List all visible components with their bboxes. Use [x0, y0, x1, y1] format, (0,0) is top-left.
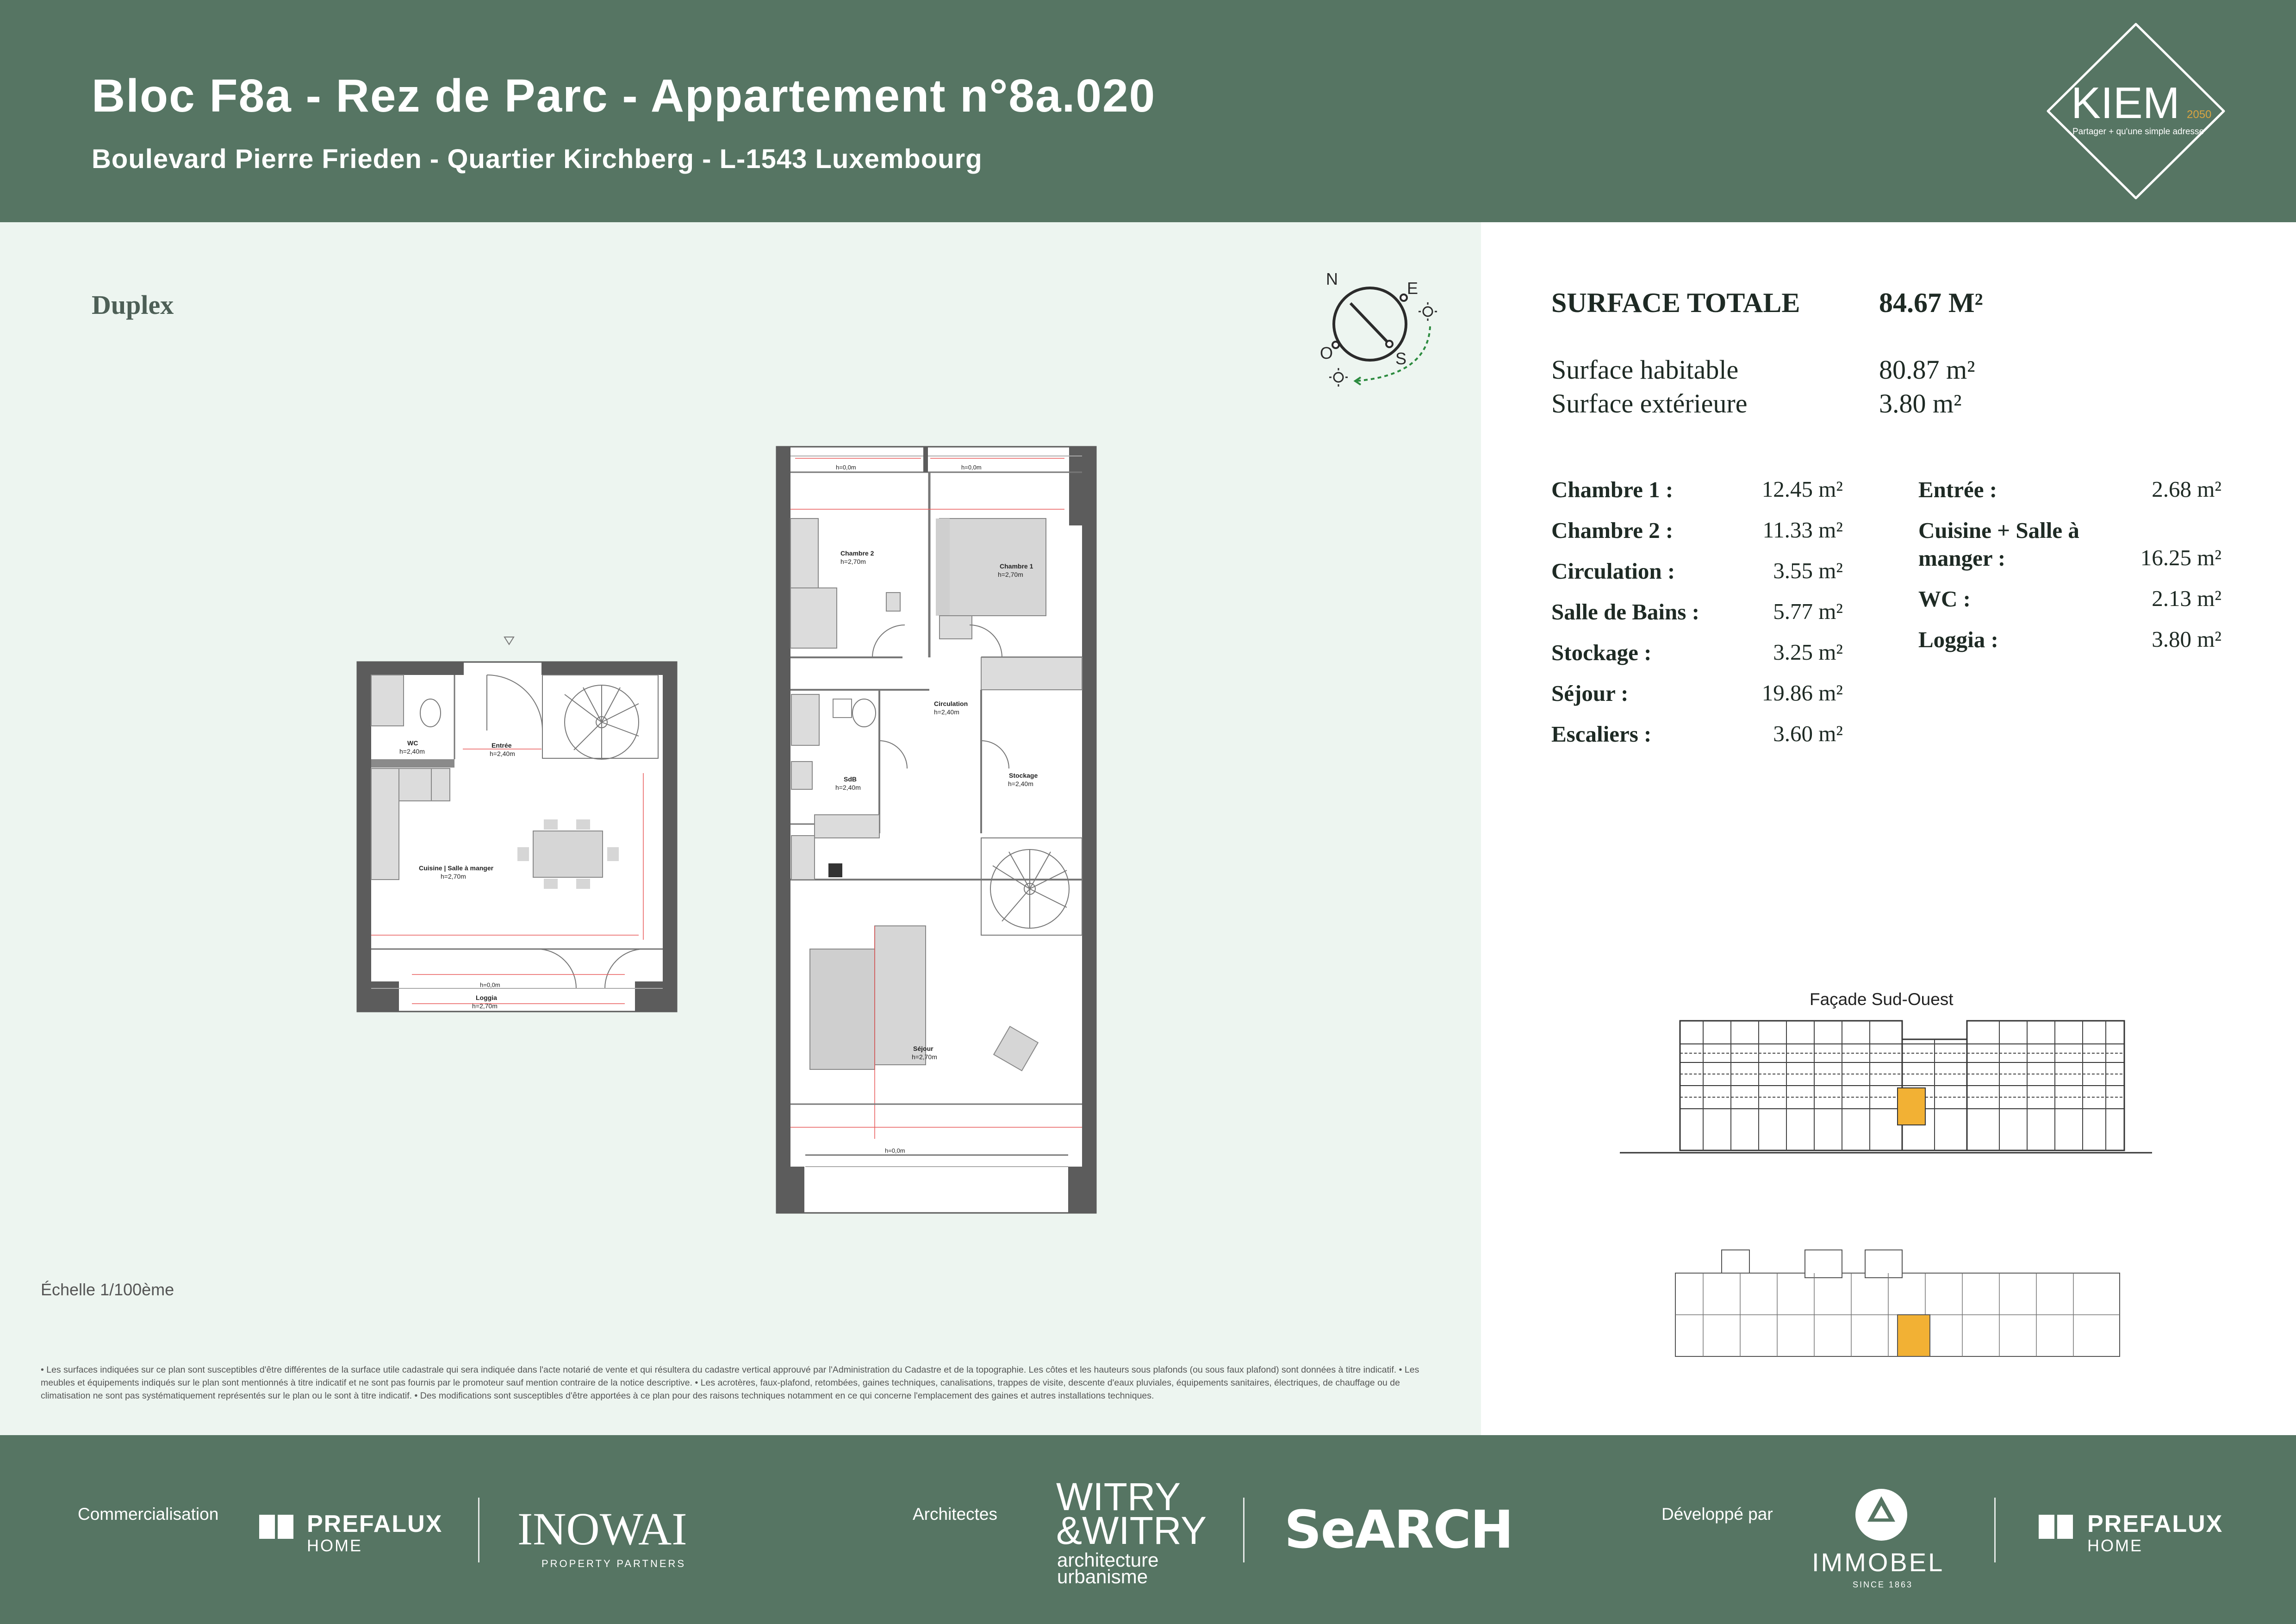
facade-apartment-highlight [1898, 1088, 1925, 1125]
level2-stockage-height: h=2,40m [1008, 780, 1033, 787]
room-value: 11.33 m² [1762, 517, 1843, 543]
level1-loggia-top-height: h=0,0m [480, 981, 500, 988]
level2-top-height-1: h=0,0m [836, 464, 856, 471]
prefalux-logo-mark-icon [2039, 1515, 2073, 1539]
room-label: WC : [1918, 586, 1971, 612]
facade-elevation-drawing [1620, 1012, 2152, 1160]
room-label: Chambre 2 : [1551, 518, 1674, 543]
level2-sejour-label: Séjour [913, 1045, 933, 1052]
room-row [1918, 626, 2221, 667]
room-row [1918, 517, 2221, 585]
immobel-logo-sub: SINCE 1863 [1853, 1580, 1913, 1589]
inowai-logo-name: INOWAI [517, 1503, 687, 1555]
room-value: 3.60 m² [1773, 721, 1843, 746]
level1-entree-height: h=2,40m [490, 750, 515, 757]
surface-habitable-label: Surface habitable [1551, 355, 1739, 385]
surface-exterieure-label: Surface extérieure [1551, 388, 1748, 418]
room-label: Salle de Bains : [1551, 599, 1699, 625]
footer-separator [1243, 1498, 1244, 1562]
room-row [1918, 476, 2221, 517]
room-label: Stockage : [1551, 640, 1652, 665]
room-value: 2.68 m² [2152, 476, 2221, 502]
level1-loggia-height: h=2,70m [472, 1002, 498, 1010]
room-row [1551, 720, 1843, 761]
compass-s: S [1395, 349, 1407, 368]
prefalux-logo-name: PREFALUX [307, 1511, 443, 1537]
level2-circulation-height: h=2,40m [934, 708, 959, 716]
prefalux-logo-sub: HOME [307, 1536, 362, 1555]
room-value: 16.25 m² [2140, 545, 2221, 570]
architectes-label: Architectes [913, 1505, 998, 1524]
surface-habitable-value: 80.87 m² [1879, 355, 1975, 385]
level1-cuisine-label: Cuisine | Salle à manger [419, 864, 494, 872]
level1-cuisine-height: h=2,70m [441, 873, 466, 880]
level2-chambre2-height: h=2,70m [840, 558, 866, 565]
facade-title: Façade Sud-Ouest [1810, 990, 1954, 1009]
footer-band [0, 1435, 2296, 1624]
footer-separator [1994, 1498, 1996, 1562]
level2-stockage-label: Stockage [1009, 772, 1038, 779]
room-row [1551, 680, 1843, 720]
rooms-list-left [1551, 476, 1843, 761]
witry-logo-line3: architecture [1057, 1549, 1159, 1571]
floor-plan-drawing [324, 417, 1157, 1231]
room-label: Séjour : [1551, 681, 1629, 706]
room-value: 5.77 m² [1773, 599, 1843, 624]
room-row [1551, 557, 1843, 598]
level2-sdb-height: h=2,40m [835, 784, 861, 791]
rooms-list-right [1918, 476, 2221, 667]
commercialisation-label: Commercialisation [78, 1505, 219, 1524]
sun-icon-east [1419, 302, 1437, 321]
compass-rose-icon [1314, 266, 1444, 396]
compass-o: O [1320, 344, 1333, 362]
kiem-logo-tagline: Partager + qu'une simple adresse [2072, 127, 2204, 137]
room-label: Entrée : [1918, 477, 1997, 502]
prefalux-logo-name: PREFALUX [2087, 1511, 2223, 1537]
room-label: Loggia : [1918, 627, 1998, 652]
room-row [1551, 598, 1843, 639]
room-label: Circulation : [1551, 558, 1675, 584]
level2-sejour-height: h=2,70m [912, 1053, 937, 1061]
room-label: Chambre 1 : [1551, 477, 1674, 502]
room-value: 3.55 m² [1773, 558, 1843, 583]
search-logo-name: SeARCH [1284, 1500, 1513, 1560]
room-value: 19.86 m² [1761, 680, 1843, 706]
kiem-logo-year: 2050 [2187, 108, 2212, 121]
surface-total-label: SURFACE TOTALE [1551, 287, 1800, 318]
page-subtitle: Boulevard Pierre Frieden - Quartier Kirchberg - L-1543 Luxembourg [92, 144, 983, 174]
room-value: 12.45 m² [1761, 476, 1843, 502]
level1-wc-label: WC [407, 739, 418, 747]
surface-exterieure-value: 3.80 m² [1879, 388, 1962, 418]
plan-type-label: Duplex [92, 290, 174, 320]
prefalux-logo-sub: HOME [2087, 1536, 2143, 1555]
entrance-marker-icon [504, 637, 514, 644]
header-band [0, 0, 2296, 222]
room-label: Escaliers : [1551, 721, 1652, 747]
level2-bottom-height: h=0,0m [885, 1147, 905, 1154]
footer-separator [478, 1498, 479, 1562]
compass-n: N [1326, 269, 1338, 288]
building-plan-drawing [1666, 1245, 2129, 1361]
room-label: Cuisine + Salle à manger : [1918, 518, 2079, 571]
page-title: Bloc F8a - Rez de Parc - Appartement n°8a.020 [92, 70, 1156, 122]
room-row [1551, 476, 1843, 517]
witry-logo-line1: WITRY [1056, 1475, 1181, 1518]
room-value: 2.13 m² [2152, 586, 2221, 611]
level1-plan [357, 637, 677, 1012]
level2-chambre2-label: Chambre 2 [840, 550, 874, 557]
level2-circulation-label: Circulation [934, 700, 968, 707]
immobel-logo-name: IMMOBEL [1812, 1548, 1945, 1577]
plan-disclaimer: • Les surfaces indiquées sur ce plan sont susceptibles d'être différentes de la surface utile cadastrale qui sera indiquée dans l'acte notarié de vente et qui résultera du cadastre vertical approuvé par l'Administration du Cadastre et de la topographie. Les côtes et les hauteurs sous plafonds (ou sous faux plafond) sont données à titre indicatif. • Les meubles et équipements indiqués sur le plan sont mentionnés à titre indicatif et ne sont pas fournis par le promoteur sauf mention contraire de la notice descriptive. • Les acrotères, faux-plafond, retombées, gaines techniques, canalisations, trappes de visite, descente d'eaux pluviales, équipements sanitaires, électriques, de chauffage ou de climatisation ne sont pas systématiquement représentés sur le plan ou le sont à titre indicatif. • Des modifications sont susceptibles d'être apportées à ce plan pour des raisons techniques notamment en ce qui concerne l'emplacement des gaines et autres installations techniques. [41, 1365, 1419, 1401]
witry-logo-line2: &WITRY [1056, 1509, 1207, 1552]
level1-loggia-label: Loggia [476, 994, 497, 1001]
developpe-label: Développé par [1661, 1505, 1773, 1524]
kiem-logo [2036, 19, 2235, 204]
room-row [1551, 639, 1843, 680]
room-row [1551, 517, 1843, 557]
level2-plan [777, 447, 1096, 1213]
level2-sdb-label: SdB [844, 775, 857, 783]
level1-entree-label: Entrée [492, 742, 512, 749]
inowai-logo-sub: PROPERTY PARTNERS [541, 1558, 686, 1569]
room-value: 3.25 m² [1773, 639, 1843, 665]
sun-icon-west [1329, 368, 1348, 387]
kiem-logo-name: KIEM [2071, 78, 2180, 128]
building-plan-apartment-highlight [1898, 1315, 1930, 1356]
room-value: 3.80 m² [2152, 626, 2221, 652]
surface-total-value: 84.67 M² [1879, 287, 1983, 318]
room-row [1918, 585, 2221, 626]
level2-chambre1-label: Chambre 1 [1000, 562, 1033, 570]
level2-top-height-2: h=0,0m [961, 464, 982, 471]
level1-wc-height: h=2,40m [399, 748, 425, 755]
plan-scale: Échelle 1/100ème [41, 1280, 174, 1299]
immobel-logo-mark-icon [1854, 1487, 1909, 1543]
compass-e: E [1407, 279, 1419, 298]
level2-chambre1-height: h=2,70m [998, 571, 1023, 578]
prefalux-logo-mark-icon [259, 1515, 294, 1539]
witry-logo-line4: urbanisme [1057, 1566, 1148, 1587]
